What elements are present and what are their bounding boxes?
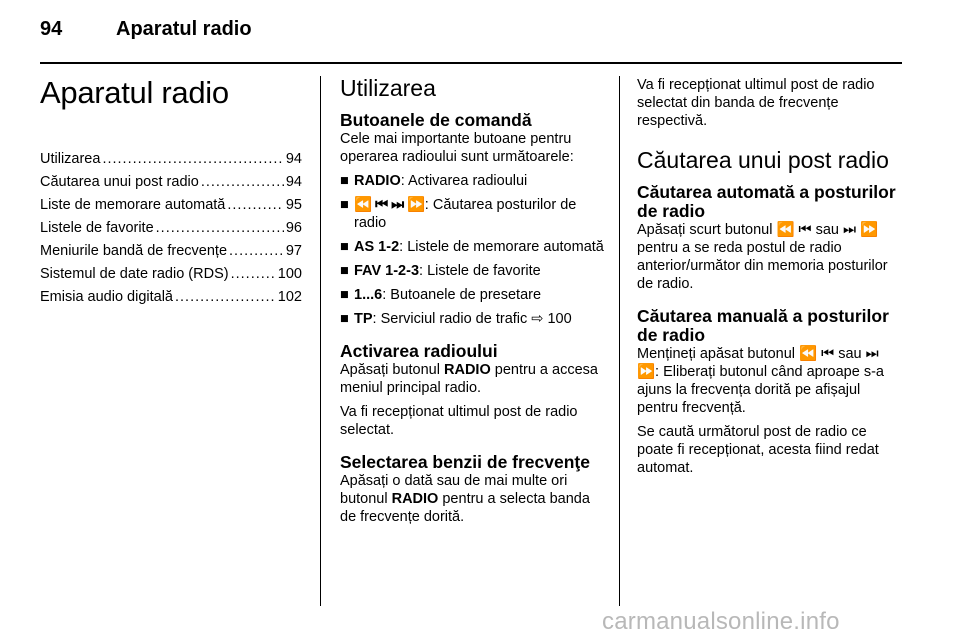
band-text [340, 472, 604, 526]
text-run: pentru a selecta banda de frecvențe dorită. [340, 491, 590, 526]
subsection-heading-auto: Căutarea automată a posturilor de radio [637, 182, 896, 222]
toc-entry-page: 102 [277, 289, 302, 306]
radio-button-label: RADIO [391, 491, 439, 508]
running-title: Aparatul radio [116, 18, 252, 40]
control-item [340, 196, 604, 232]
control-key: AS 1-2 [354, 239, 400, 256]
page-header [40, 14, 902, 54]
toc-leader [231, 263, 276, 286]
toc-leader [229, 240, 284, 263]
toc-entry[interactable] [40, 263, 302, 286]
controls-list [340, 172, 604, 328]
auto-search-section [637, 183, 903, 293]
control-key: RADIO [354, 173, 401, 190]
control-desc: : Căutarea posturilor de radio [354, 197, 577, 232]
manual-search-text-1: Mențineți apăsat butonul ⏪ ⏮ sau ⏭ ⏩: Eliberați butonul când aproape s-a ajuns la frecvența dorită pe afișajul pentru frecvență. [637, 346, 884, 417]
section-title-utilizarea: Utilizarea [340, 75, 436, 101]
toc-entry[interactable] [40, 171, 302, 194]
toc-entry[interactable] [40, 148, 302, 171]
toc-leader [227, 194, 283, 217]
bullet-icon: ■ [340, 311, 349, 328]
text-run: Apăsați o dată sau de mai multe ori butonul [340, 473, 568, 508]
control-item [340, 310, 604, 328]
column-divider-2 [619, 76, 620, 606]
bullet-icon: ■ [340, 263, 349, 280]
control-key: 1...6 [354, 287, 383, 304]
toc-entry-label: Listele de favorite [40, 220, 154, 237]
toc-entry-page: 97 [285, 243, 302, 260]
toc-entry-page: 96 [285, 220, 302, 237]
control-item [340, 172, 604, 190]
chapter-title: Aparatul radio [40, 75, 229, 110]
control-desc: : Listele de memorare automată [399, 239, 604, 256]
controls-intro: Cele mai importante butoane pentru operarea radioului sunt următoarele: [340, 131, 574, 166]
subsection-heading-controls: Butoanele de comandă [340, 110, 532, 131]
bullet-icon: ■ [340, 173, 349, 190]
toc-entry-page: 95 [285, 197, 302, 214]
control-key: TP [354, 311, 373, 328]
control-desc: : Butoanele de presetare [382, 287, 542, 304]
bullet-icon: ■ [340, 239, 349, 256]
activation-text-2: Va fi recepționat ultimul post de radio selectat. [340, 404, 578, 439]
continued-text: Va fi recepționat ultimul post de radio selectat din banda de frecvențe respectivă. [637, 77, 875, 129]
control-desc: : Listele de favorite [419, 263, 541, 280]
text-run: Apăsați butonul [340, 362, 444, 379]
control-item [340, 286, 604, 304]
toc-entry[interactable] [40, 217, 302, 240]
toc-entry[interactable] [40, 240, 302, 263]
toc-entry-label: Sistemul de date radio (RDS) [40, 266, 229, 283]
toc-leader [201, 171, 284, 194]
column-divider-1 [320, 76, 321, 606]
manual-search-section [637, 307, 903, 477]
toc-leader [175, 286, 276, 309]
toc-entry-label: Liste de memorare automată [40, 197, 226, 214]
watermark: carmanualsonline.info [602, 608, 840, 635]
table-of-contents [40, 148, 302, 309]
text-run: pentru a accesa meniul principal radio. [340, 362, 598, 397]
bullet-icon: ■ [340, 287, 349, 304]
toc-entry-label: Utilizarea [40, 151, 101, 168]
bullet-icon: ■ [340, 197, 349, 214]
toc-entry-page: 100 [277, 266, 302, 283]
toc-entry-page: 94 [285, 174, 302, 191]
toc-entry-page: 94 [285, 151, 302, 168]
auto-search-text: Apăsați scurt butonul ⏪ ⏮ sau ⏭ ⏩ pentru a se reda postul de radio anterior/următor din memoria posturilor de radio. [637, 222, 888, 293]
control-item [340, 262, 604, 280]
toc-entry-label: Meniurile bandă de frecvențe [40, 243, 228, 260]
manual-search-text-2: Se caută următorul post de radio ce poate fi recepționat, acesta fiind redat automat. [637, 424, 879, 477]
header-rule [40, 62, 902, 64]
column-1 [40, 76, 302, 309]
subsection-heading-activation: Activarea radioului [340, 341, 498, 362]
control-item [340, 238, 604, 256]
seek-buttons-icon: ⏪ ⏮ ⏭ ⏩ [354, 197, 425, 214]
activation-text-1 [340, 361, 604, 397]
page-number: 94 [40, 18, 63, 40]
control-desc: : Activarea radioului [400, 173, 528, 190]
toc-entry-label: Emisia audio digitală [40, 289, 173, 306]
column-2 [340, 76, 604, 532]
band-section [340, 453, 604, 526]
subsection-heading-band: Selectarea benzii de frecvenţe [340, 452, 590, 473]
toc-leader [102, 148, 283, 171]
activation-section [340, 342, 604, 439]
toc-entry[interactable] [40, 194, 302, 217]
column-3 [637, 76, 903, 483]
toc-entry[interactable] [40, 286, 302, 309]
control-key: FAV 1-2-3 [354, 263, 420, 280]
section-title-cautarea: Căutarea unui post radio [637, 147, 889, 173]
toc-leader [156, 217, 284, 240]
control-desc-with-page-ref[interactable]: : Serviciul radio de trafic ⇨ 100 [372, 311, 572, 328]
toc-entry-label: Căutarea unui post radio [40, 174, 199, 191]
subsection-heading-manual: Căutarea manuală a posturilor de radio [637, 306, 889, 346]
radio-button-label: RADIO [444, 362, 491, 379]
